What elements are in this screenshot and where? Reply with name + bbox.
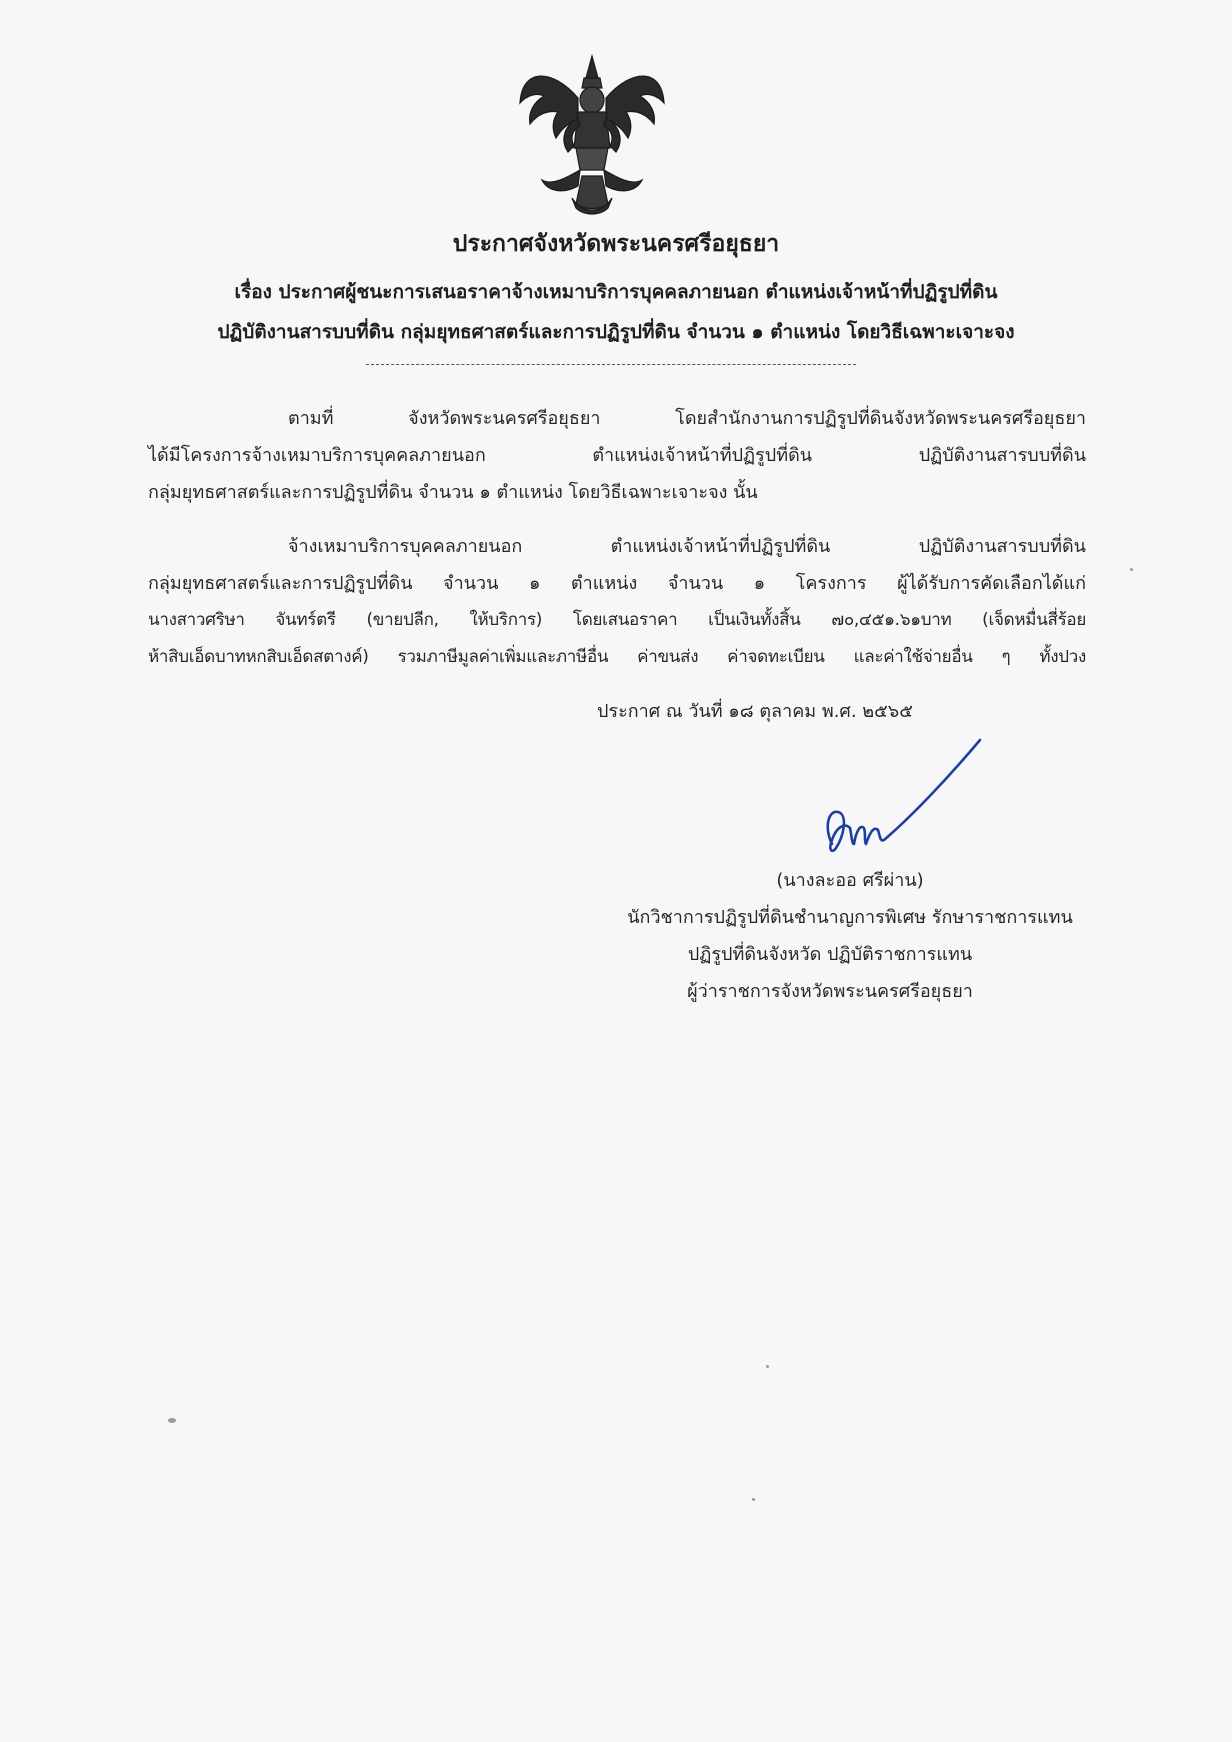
signer-name: (นางละออ ศรีผ่าน) [776,870,924,891]
paragraph-2-line-3: นางสาวศริษา จันทร์ตรี (ขายปลีก, ให้บริการ) โดยเสนอราคา เป็นเงินทั้งสิ้น ๗๐,๔๕๑.๖๑บาท (เจ็ดหมื่นสี่ร้อย [148,610,1086,630]
announcement-date: ประกาศ ณ วันที่ ๑๘ ตุลาคม พ.ศ. ๒๕๖๕ [597,701,913,722]
signer-position-3: ผู้ว่าราชการจังหวัดพระนครศรีอยุธยา [687,981,973,1002]
paragraph-1 [148,400,1086,511]
paragraph-2 [148,528,1086,676]
signature-block [560,862,1100,1010]
scan-speck [168,1418,176,1423]
signer-position-2: ปฏิรูปที่ดินจังหวัด ปฏิบัติราชการแทน [687,944,973,965]
garuda-emblem-icon [512,48,672,218]
divider [366,364,856,365]
scan-speck [766,1365,769,1368]
signer-position-1: นักวิชาการปฏิรูปที่ดินชำนาญการพิเศษ รักษาราชการแทน [627,907,1073,928]
subject-line-1: เรื่อง ประกาศผู้ชนะการเสนอราคาจ้างเหมาบริการบุคคลภายนอก ตำแหน่งเจ้าหน้าที่ปฏิรูปที่ดิน [234,281,998,303]
subject-line-2: ปฏิบัติงานสารบบที่ดิน กลุ่มยุทธศาสตร์และการปฏิรูปที่ดิน จำนวน ๑ ตำแหน่ง โดยวิธีเฉพาะเจาะจง [217,321,1015,343]
scan-speck [1130,568,1133,571]
document-subject [150,272,1082,352]
paragraph-2-line-4: ห้าสิบเอ็ดบาทหกสิบเอ็ดสตางค์) รวมภาษีมูลค่าเพิ่มและภาษีอื่น ค่าขนส่ง ค่าจดทะเบียน และค่าใช้จ่ายอื่น ๆ ทั้งปวง [148,647,1086,667]
scan-speck [752,1498,755,1501]
paragraph-1-line-1: ตามที่ จังหวัดพระนครศรีอยุธยา โดยสำนักงานการปฏิรูปที่ดินจังหวัดพระนครศรีอยุธยา [288,408,1086,429]
paragraph-1-line-3: กลุ่มยุทธศาสตร์และการปฏิรูปที่ดิน จำนวน ๑ ตำแหน่ง โดยวิธีเฉพาะเจาะจง นั้น [148,482,758,503]
paragraph-2-line-2: กลุ่มยุทธศาสตร์และการปฏิรูปที่ดิน จำนวน ๑ ตำแหน่ง จำนวน ๑ โครงการ ผู้ได้รับการคัดเลือกได้แก่ [148,573,1086,594]
signature-icon [808,732,988,862]
paragraph-2-line-1: จ้างเหมาบริการบุคคลภายนอก ตำแหน่งเจ้าหน้าที่ปฏิรูปที่ดิน ปฏิบัติงานสารบบที่ดิน [288,536,1086,557]
document-title: ประกาศจังหวัดพระนครศรีอยุธยา [452,231,780,257]
paragraph-1-line-2: ได้มีโครงการจ้างเหมาบริการบุคคลภายนอก ตำแหน่งเจ้าหน้าที่ปฏิรูปที่ดิน ปฏิบัติงานสารบบที่ดิน [148,445,1086,466]
